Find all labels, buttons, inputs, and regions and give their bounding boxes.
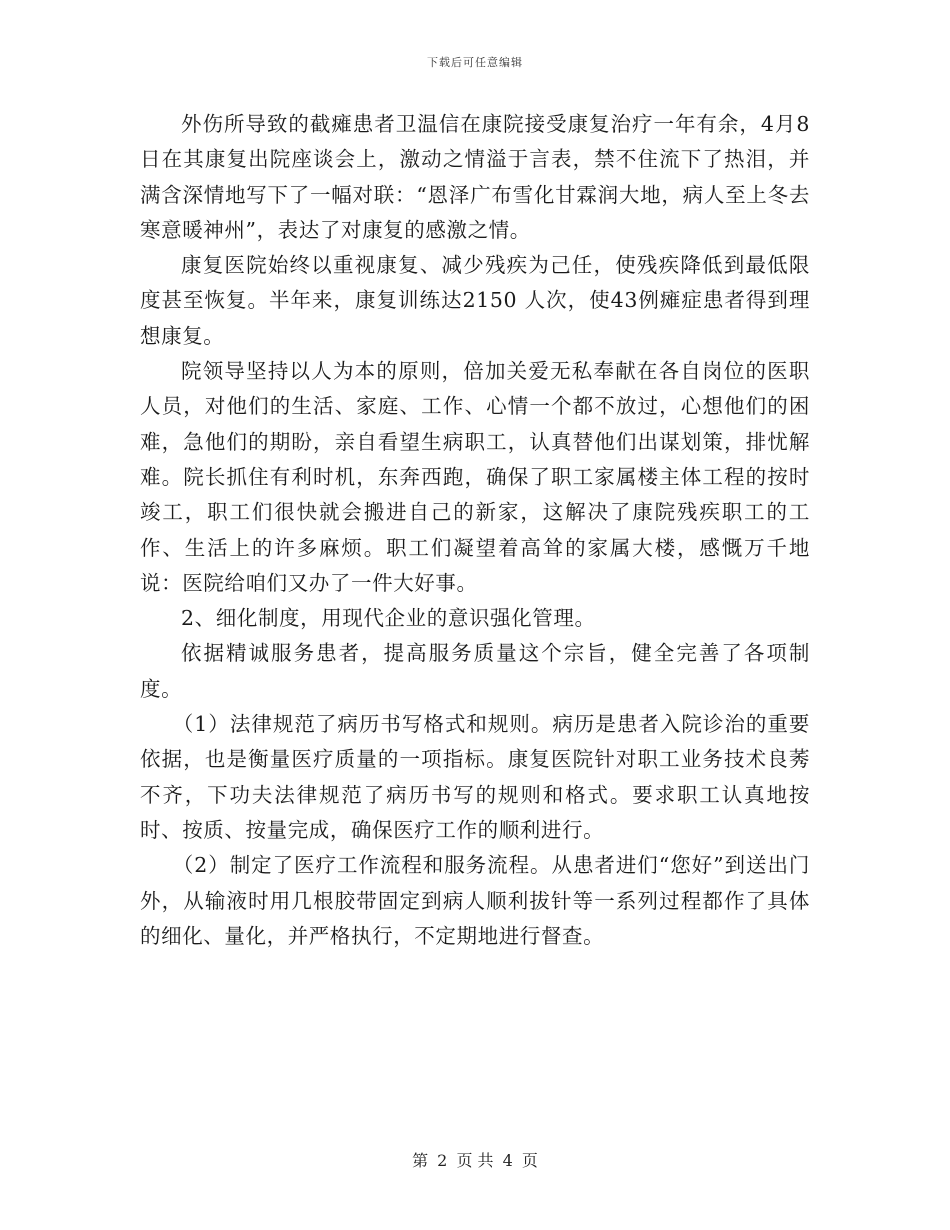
paragraph: 外伤所导致的截瘫患者卫温信在康院接受康复治疗一年有余，4月8日在其康复出院座谈会上，激动之情溢于言表，禁不住流下了热泪，并满含深情地写下了一幅对联：“恩泽广布雪化甘霖润大地，病人至上冬去寒意暖神州”，表达了对康复的感激之情。 (140, 112, 810, 242)
paragraph: 依据精诚服务患者，提高服务质量这个宗旨，健全完善了各项制度。 (140, 641, 810, 701)
section-heading: 2、细化制度，用现代企业的意识强化管理。 (181, 606, 596, 631)
paragraph: 康复医院始终以重视康复、减少残疾为己任，使残疾降低到最低限度甚至恢复。半年来，康复训练达2150 人次，使43例瘫症患者得到理想康复。 (140, 253, 810, 348)
numbered-item: （2）制定了医疗工作流程和服务流程。从患者进们“您好”到送出门外，从输液时用几根胶带固定到病人顺利拔针等一系列过程都作了具体的细化、量化，并严格执行，不定期地进行督查。 (140, 853, 810, 948)
document-body (140, 107, 810, 954)
page-header-note: 下载后可任意编辑 (427, 56, 523, 69)
page-total-number: 4 (502, 1151, 513, 1170)
page-footer (0, 1148, 950, 1171)
paragraph: 院领导坚持以人为本的原则，倍加关爱无私奉献在各自岗位的医职人员，对他们的生活、家庭、工作、心情一个都不放过，心想他们的困难，急他们的期盼，亲自看望生病职工，认真替他们出谋划策，排忧解难。院长抓住有利时机，东奔西跑，确保了职工家属楼主体工程的按时竣工，职工们很快就会搬进自己的新家，这解决了康院残疾职工的工作、生活上的许多麻烦。职工们凝望着高耸的家属大楼，感慨万千地说：医院给咱们又办了一件大好事。 (140, 359, 810, 595)
page-current-number: 2 (437, 1151, 448, 1170)
page-label-suffix: 页 (521, 1151, 538, 1170)
page-label-prefix: 第 (412, 1151, 429, 1170)
numbered-item: （1）法律规范了病历书写格式和规则。病历是患者入院诊治的重要依据，也是衡量医疗质量的一项指标。康复医院针对职工业务技术良莠不齐，下功夫法律规范了病历书写的规则和格式。要求职工认真地按时、按质、按量完成，确保医疗工作的顺利进行。 (140, 712, 810, 842)
page-label-mid: 页 共 (456, 1151, 494, 1170)
